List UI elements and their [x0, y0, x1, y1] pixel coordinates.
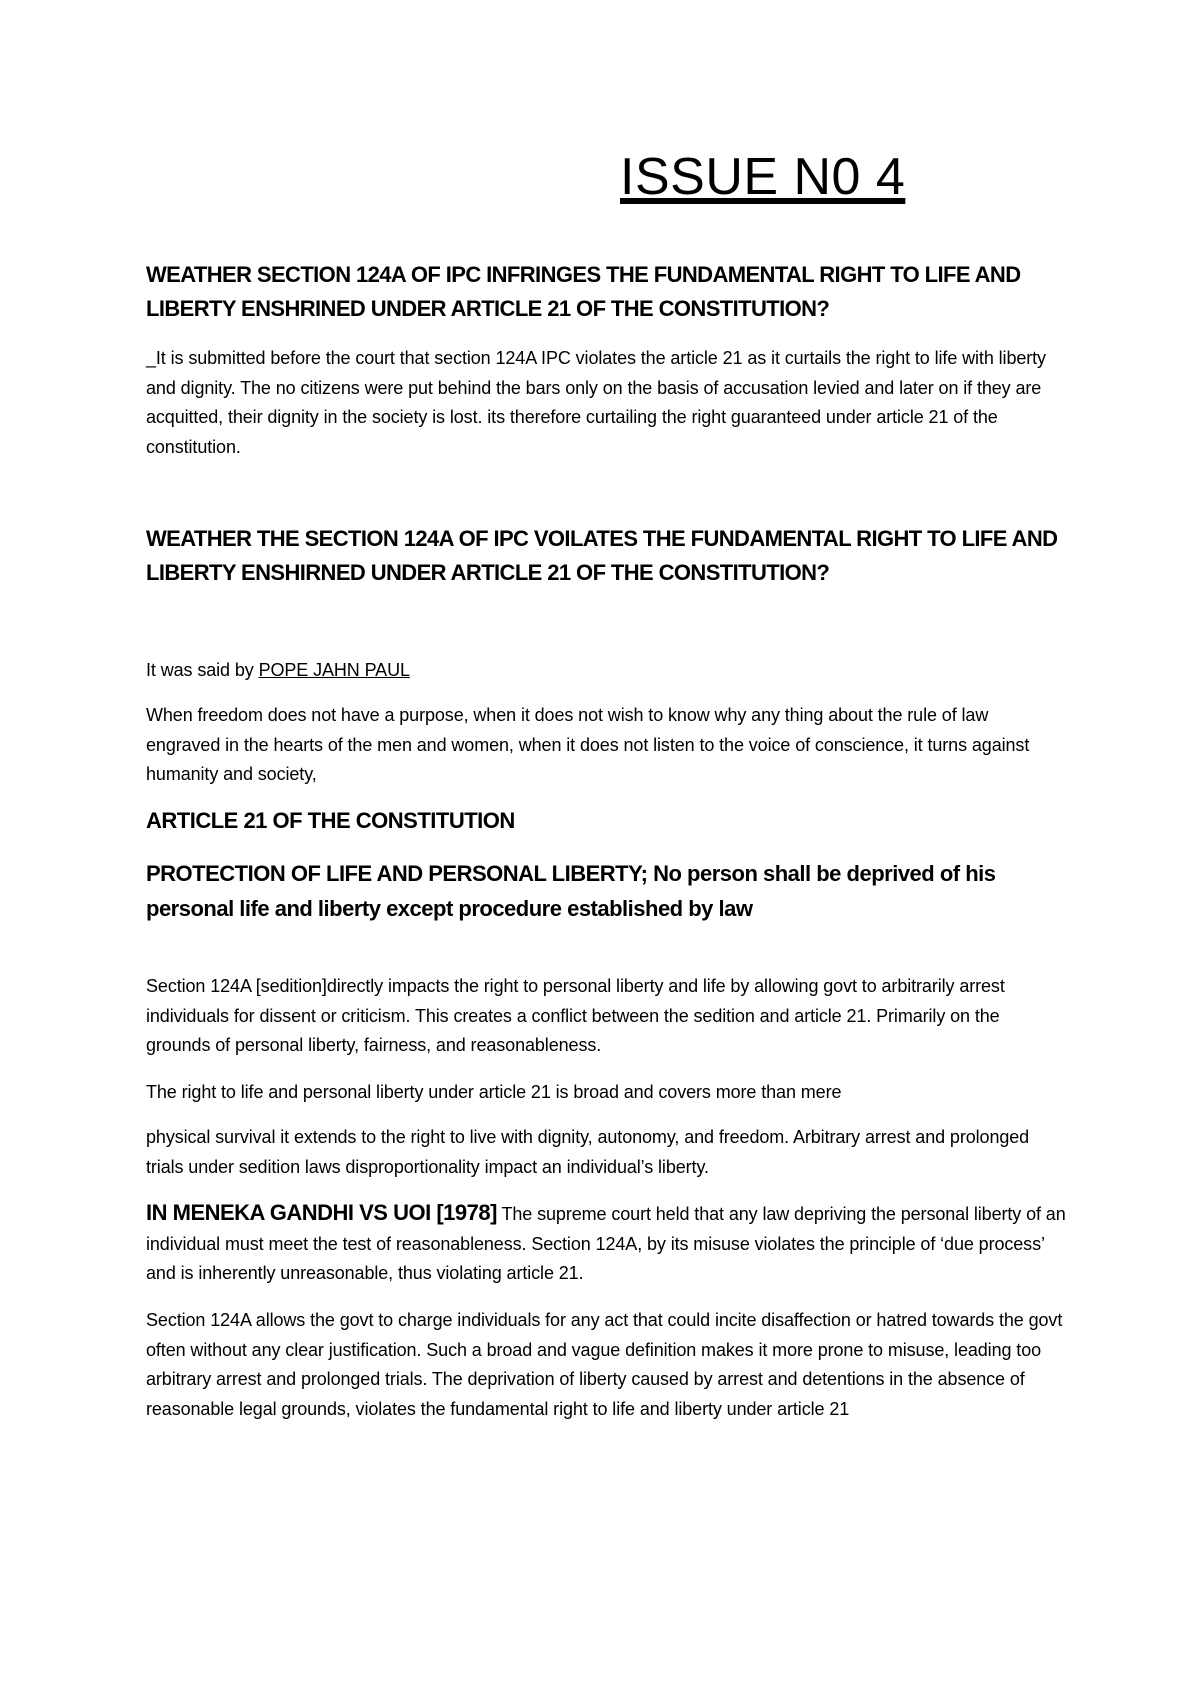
- issue-question-2: WEATHER THE SECTION 124A OF IPC VOILATES THE FUNDAMENTAL RIGHT TO LIFE AND LIBERTY ENSHIRNED UNDER ARTICLE 21 OF THE CONSTITUTION?: [146, 526, 1058, 585]
- issue-title: ISSUE N0 4: [620, 148, 906, 206]
- quote-attribution: [146, 656, 1066, 686]
- case-text: The supreme court held that any law depriving the personal liberty of an individual must meet the test of reasonableness. Section 124A, by its misuse violates the principle of ‘due process’ and is inherently unreasonable, thus violating article 21.: [146, 1204, 1066, 1283]
- issue-question-1: WEATHER SECTION 124A OF IPC INFRINGES THE FUNDAMENTAL RIGHT TO LIFE AND LIBERTY ENSHRINED UNDER ARTICLE 21 OF THE CONSTITUTION?: [146, 262, 1021, 321]
- paragraph-sedition-impact: Section 124A [sedition]directly impacts the right to personal liberty and life by allowing govt to arbitrarily arrest individuals for dissent or criticism. This creates a conflict between the sedition and article 21. Primarily on the grounds of personal liberty, fairness, and reasonableness.: [146, 976, 1005, 1055]
- article-heading: ARTICLE 21 OF THE CONSTITUTION: [146, 808, 515, 833]
- paragraph-physical-survival: physical survival it extends to the right to live with dignity, autonomy, and freedom. Arbitrary arrest and prolonged trials under sedition laws disproportionality impact an individual’s liberty.: [146, 1127, 1030, 1177]
- paragraph-conclusion: Section 124A allows the govt to charge individuals for any act that could incite disaffection or hatred towards the govt often without any clear justification. Such a broad and vague definition makes it more prone to misuse, leading too arbitrary arrest and prolonged trials. The deprivation of liberty caused by arrest and detentions in the absence of reasonable legal grounds, violates the fundamental right to life and liberty under article 21: [146, 1310, 1063, 1419]
- case-name: IN MENEKA GANDHI VS UOI [1978]: [146, 1200, 497, 1225]
- paragraph-right-to-life: The right to life and personal liberty under article 21 is broad and covers more than mere: [146, 1082, 842, 1102]
- paragraph-case-law: [146, 1198, 1066, 1289]
- article-text: PROTECTION OF LIFE AND PERSONAL LIBERTY; No person shall be deprived of his personal life and liberty except procedure established by law: [146, 861, 996, 921]
- paragraph-submission: _It is submitted before the court that section 124A IPC violates the article 21 as it curtails the right to life with liberty and dignity. The no citizens were put behind the bars only on the basis of accusation levied and later on if they are acquitted, their dignity in the society is lost. its therefore curtailing the right guaranteed under article 21 of the constitution.: [146, 348, 1046, 457]
- quote-author: POPE JAHN PAUL: [258, 660, 410, 680]
- quote-intro: It was said by: [146, 660, 259, 680]
- quote-text: When freedom does not have a purpose, when it does not wish to know why any thing about the rule of law engraved in the hearts of the men and women, when it does not listen to the voice of conscience, it turns against humanity and society,: [146, 705, 1030, 784]
